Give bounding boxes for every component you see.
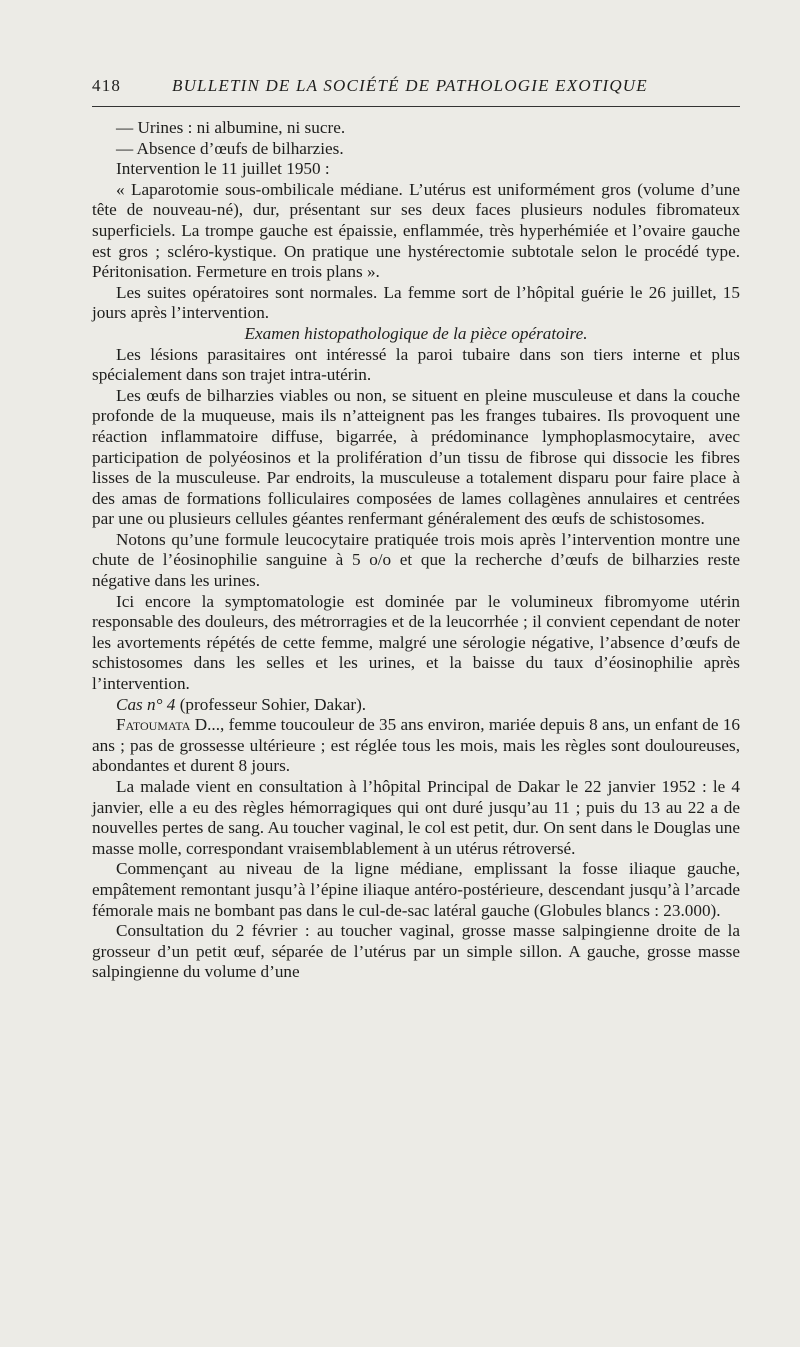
paragraph-suites: Les suites opératoires sont normales. La femme sort de l’hôpital guérie le 26 juillet, 15 jours après l’intervention.	[92, 282, 740, 323]
paragraph-consultation: La malade vient en consultation à l’hôpital Principal de Dakar le 22 janvier 1952 : le 4 janvier, elle a eu des règles hémorragiques qui ont duré jusqu’au 11 ; puis du 13 au 22 a de nouvelles pertes de sang. Au toucher vaginal, le col est petit, dur. On sent dans le Douglas une masse molle, correspondant vraisemblablement à un utérus rétroversé.	[92, 777, 740, 858]
paragraph-consultation-2: Consultation du 2 février : au toucher vaginal, grosse masse salpingienne droite de la grosseur d’un petit œuf, séparée de l’utérus par un simple sillon. A gauche, grosse masse salpingienne du volume d’une	[92, 921, 740, 982]
line-intervention: Intervention le 11 juillet 1950 :	[116, 159, 330, 179]
paragraph-fatoumata	[92, 715, 740, 777]
line-absence: — Absence d’œufs de bilharzies.	[116, 138, 344, 158]
patient-name: Fatoumata D...,	[116, 715, 225, 735]
case-author: (professeur Sohier, Dakar).	[179, 694, 367, 714]
paragraph-oeufs: Les œufs de bilharzies viables ou non, se situent en pleine musculeuse et dans la couche profonde de la muqueuse, mais ils n’atteignent pas les franges tubaires. Ils provoquent une réaction inflammatoire diffuse, bigarrée, à prédominance lymphoplasmocytaire, avec participation de polyéosinos et la prolifération d’un tissu de fibrose qui dissocie les fibres lisses de la musculeuse. Par endroits, la musculeuse a totalement disparu pour faire place à des amas de formations folliculaires composées de lames collagènes annulaires et centrées par une ou plusieurs cellules géantes renfermant généralement des œufs de schistosomes.	[92, 385, 740, 529]
paragraph-ici: Ici encore la symptomatologie est dominée par le volumineux fibromyome utérin responsable des douleurs, des métrorragies et de la leucorrhée ; il convient cependant de noter les avortements répétés de cette femme, malgré une sérologie négative, l’absence d’œufs de schistosomes dans les selles et les urines, et la baisse du taux d’éosinophilie après l’intervention.	[92, 591, 740, 694]
paragraph-laparotomie: « Laparotomie sous-ombilicale médiane. L’utérus est uniformément gros (volume d’une tête de nouveau-né), dur, présentant sur ses deux faces plusieurs nodules fibromateux superficiels. La trompe gauche est épaissie, enflammée, très hyperhémiée et l’ovaire gauche est gros ; scléro-kystique. On pratique une hystérectomie subtotale selon le procédé type. Péritonisation. Fermeture en trois plans ».	[92, 179, 740, 282]
running-title: BULLETIN DE LA SOCIÉTÉ DE PATHOLOGIE EXOTIQUE	[172, 76, 648, 95]
paragraph-notons: Notons qu’une formule leucocytaire pratiquée trois mois après l’intervention montre une chute de l’éosinophilie sanguine à 5 o/o et que la recherche d’œufs de bilharzies reste négative dans les urines.	[92, 529, 740, 591]
section-title: Examen histopathologique de la pièce opératoire.	[244, 323, 588, 343]
case-heading	[92, 695, 740, 716]
page-header	[92, 76, 740, 107]
line-urines: — Urines : ni albumine, ni sucre.	[116, 118, 346, 137]
page-body	[92, 118, 740, 983]
case-label: Cas n° 4	[116, 694, 176, 714]
paragraph-commencant: Commençant au niveau de la ligne médiane, emplissant la fosse iliaque gauche, empâtement remontant jusqu’à l’épine iliaque antéro-postérieure, descendant jusqu’à l’arcade fémorale mais ne bombant pas dans le cul-de-sac latéral gauche (Globules blancs : 23.000).	[92, 859, 740, 920]
paragraph-lesions: Les lésions parasitaires ont intéressé la paroi tubaire dans son tiers interne et plus spécialement dans son trajet intra-utérin.	[92, 344, 740, 385]
patient-description: femme toucouleur de 35 ans environ, mariée depuis 8 ans, un enfant de 16 ans ; pas de grossesse ultérieure ; est réglée tous les mois, mais les règles sont douloureuses, abondantes et durent 8 jours.	[92, 715, 741, 776]
page-number: 418	[92, 76, 122, 95]
